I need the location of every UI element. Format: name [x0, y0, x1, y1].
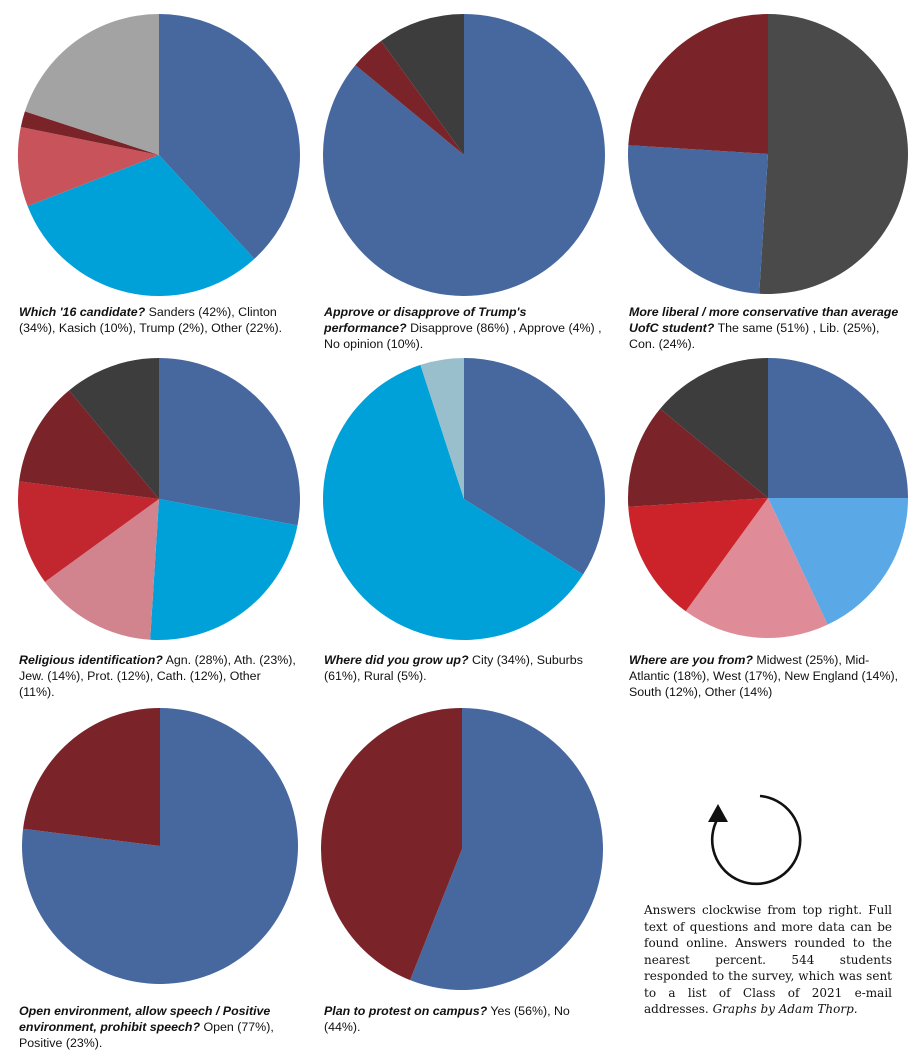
question-text: Approve or disapprove of Trump's performance? — [324, 305, 527, 335]
answers-text: The same (51%) , Lib. (25%), Con. (24%). — [629, 321, 880, 351]
answers-text: Open (77%), Positive (23%). — [19, 1020, 274, 1050]
question-text: More liberal / more conservative than average UofC student? — [629, 305, 899, 335]
pie-chart-grow-up — [323, 358, 605, 640]
pie-slice-agn — [159, 358, 300, 525]
question-text: Open environment, allow speech / Positive environment, prohibit speech? — [19, 1004, 271, 1034]
answers-text: Midwest (25%), Mid-Atlantic (18%), West (17%), New England (14%), South (12%), Other (14%) — [629, 653, 899, 699]
caption-trump-approval — [324, 304, 609, 352]
question-text: Religious identification? — [19, 653, 163, 667]
clockwise-arrow-icon — [700, 780, 820, 890]
answers-text: City (34%), Suburbs (61%), Rural (5%). — [324, 653, 583, 683]
pie-svg — [628, 358, 908, 638]
caption-candidate — [19, 304, 299, 336]
survey-note — [644, 902, 892, 1018]
pie-slice-midwest — [768, 358, 908, 498]
answers-text: Yes (56%), No (44%). — [324, 1004, 570, 1034]
pie-chart-religion — [18, 358, 300, 640]
note-credit: Graphs by Adam Thorp. — [712, 1002, 858, 1016]
pie-svg — [18, 14, 300, 296]
pie-chart-protest — [321, 708, 603, 990]
answers-text: Sanders (42%), Clinton (34%), Kasich (10%), Trump (2%), Other (22%). — [19, 305, 283, 335]
question-text: Where did you grow up? — [324, 653, 469, 667]
pie-slice-positive — [23, 708, 160, 846]
pie-chart-candidate — [18, 14, 300, 296]
note-text: Answers clockwise from top right. Full text of questions and more data can be found online. Answers rounded to the nearest percent. 544 students responded to the survey, which was sent to a list of Class of 2021 e-mail addresses. — [644, 903, 892, 1016]
pie-svg — [18, 358, 300, 640]
pie-svg — [22, 708, 298, 984]
answers-text: Agn. (28%), Ath. (23%), Jew. (14%), Prot. (12%), Cath. (12%), Other (11%). — [19, 653, 296, 699]
pie-slice-con — [628, 14, 768, 154]
pie-svg — [321, 708, 603, 990]
caption-liberal-conservative — [629, 304, 899, 352]
caption-region — [629, 652, 907, 700]
pie-chart-trump-approval — [323, 14, 605, 296]
caption-religion — [19, 652, 299, 700]
pie-svg — [323, 14, 605, 296]
answers-text: Disapprove (86%) , Approve (4%) , No opinion (10%). — [324, 321, 602, 351]
caption-grow-up — [324, 652, 609, 684]
pie-chart-speech — [22, 708, 298, 984]
pie-svg — [323, 358, 605, 640]
question-text: Where are you from? — [629, 653, 753, 667]
question-text: Plan to protest on campus? — [324, 1004, 488, 1018]
pie-svg — [628, 14, 908, 294]
caption-speech — [19, 1003, 304, 1051]
question-text: Which '16 candidate? — [19, 305, 146, 319]
pie-chart-liberal-conservative — [628, 14, 908, 294]
pie-slice-the-same — [759, 14, 908, 294]
pie-slice-lib — [628, 145, 768, 294]
pie-chart-region — [628, 358, 908, 638]
caption-protest — [324, 1003, 609, 1035]
